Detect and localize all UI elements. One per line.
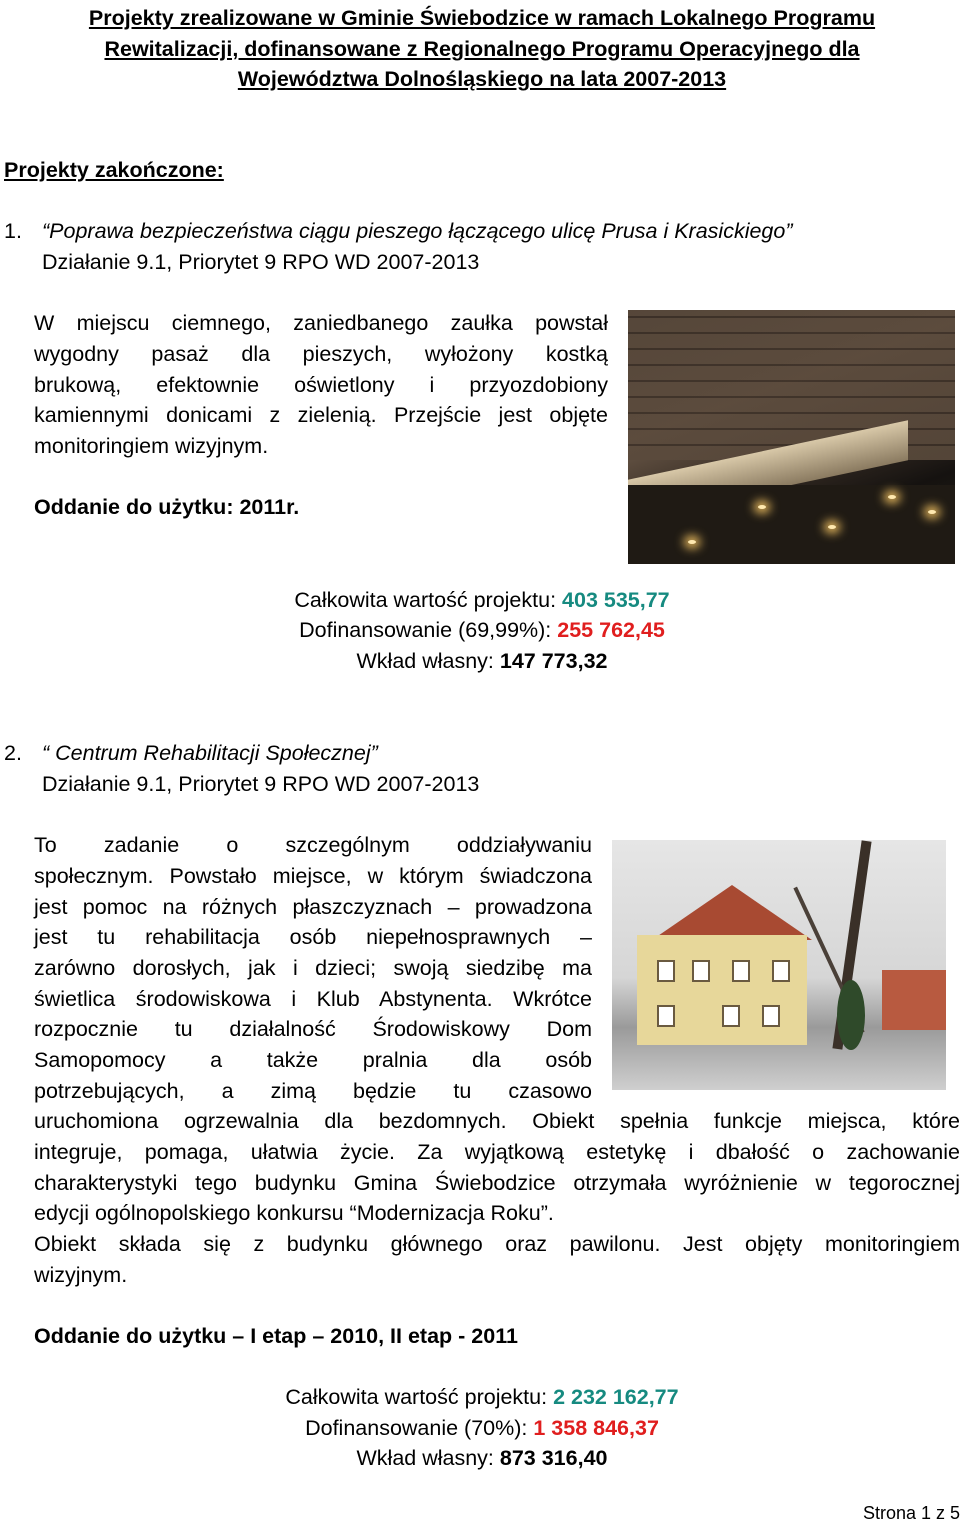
own-contribution-value: 147 773,32 [499, 649, 608, 673]
description-line: świetlica środowiskowa i Klub Abstynenta. Wkrótce [34, 987, 592, 1011]
description-line: wygodny pasaż dla pieszych, wyłożony kostką [34, 342, 608, 366]
total-value: 403 535,77 [562, 588, 670, 612]
description-line: rozpocznie tu działalność Środowiskowy Dom [34, 1017, 592, 1041]
project-name: “Poprawa bezpieczeństwa ciągu pieszego łączącego ulicę Prusa i Krasickiego” [42, 219, 793, 243]
description-line: jest pomoc na różnych płaszczyznach – prowadzona [34, 895, 592, 919]
cofinancing-label: Dofinansowanie (69,99%): [299, 618, 558, 642]
cofinancing-line [0, 1413, 960, 1444]
completion-date: Oddanie do użytku: 2011r. [34, 495, 300, 519]
own-contribution-line [0, 1443, 960, 1474]
description-line: Obiekt składa się z budynku głównego oraz pawilonu. Jest objęty monitoringiem [34, 1232, 960, 1256]
cofinancing-value: 1 358 846,37 [533, 1416, 659, 1440]
description-line: zarówno dorosłych, jak i dzieci; swoją siedzibę ma [34, 956, 592, 980]
description-line: edycji ogólnopolskiego konkursu “Modernizacja Roku”. [34, 1201, 554, 1225]
description-line: charakterystyki tego budynku Gmina Świebodzice otrzymała wyróżnienie w tegorocznej [34, 1171, 960, 1195]
description-line: monitoringiem wizyjnym. [34, 434, 269, 458]
description-line: Samopomocy a także pralnia dla osób [34, 1048, 592, 1072]
passage-photo [628, 310, 955, 564]
title-line: Projekty zrealizowane w Gminie Świebodzice w ramach Lokalnego Programu [88, 6, 876, 30]
description-line: integruje, pomaga, ułatwia życie. Za wyjątkową estetykę i dbałość o zachowanie [34, 1140, 960, 1164]
cofinancing-line [0, 615, 960, 646]
description-line: To zadanie o szczególnym oddziaływaniu [34, 833, 592, 857]
description-line: uruchomiona ogrzewalnia dla bezdomnych. Obiekt spełnia funkcje miejsca, które [34, 1109, 960, 1133]
own-contribution-value: 873 316,40 [499, 1446, 608, 1470]
total-value-line [0, 585, 960, 616]
total-value-line [0, 1382, 960, 1413]
description-line: społecznym. Powstało miejsce, w którym świadczona [34, 864, 592, 888]
page-number: Strona 1 z 5 [862, 1503, 960, 1523]
description-line: kamiennymi donicami z zielenią. Przejście jest objęte [34, 403, 608, 427]
description-line: potrzebujących, a zimą będzie tu czasowo [34, 1079, 592, 1103]
project-number: 2. [4, 741, 22, 765]
cofinancing-label: Dofinansowanie (70%): [305, 1416, 534, 1440]
description-line: W miejscu ciemnego, zaniedbanego zaułka powstał [34, 311, 608, 335]
own-contribution-label: Wkład własny: [356, 649, 500, 673]
section-heading: Projekty zakończone: [4, 158, 224, 182]
total-value: 2 232 162,77 [553, 1385, 679, 1409]
completion-date: Oddanie do użytku – I etap – 2010, II etap - 2011 [34, 1324, 518, 1348]
title-line: Rewitalizacji, dofinansowane z Regionalnego Programu Operacyjnego dla [104, 36, 860, 61]
cofinancing-value: 255 762,45 [557, 618, 665, 642]
total-label: Całkowita wartość projektu: [294, 588, 563, 612]
description-line: brukową, efektownie oświetlony i przyozdobiony [34, 373, 608, 397]
description-line: jest tu rehabilitacja osób niepełnosprawnych – [34, 925, 592, 949]
building-photo [612, 840, 946, 1090]
title-line: Województwa Dolnośląskiego na lata 2007-2013 [237, 67, 727, 91]
project-name: “ Centrum Rehabilitacji Społecznej” [42, 741, 378, 765]
project-number: 1. [4, 219, 22, 243]
own-contribution-label: Wkład własny: [356, 1446, 500, 1470]
project-action: Działanie 9.1, Priorytet 9 RPO WD 2007-2013 [42, 250, 480, 274]
total-label: Całkowita wartość projektu: [285, 1385, 554, 1409]
project-action: Działanie 9.1, Priorytet 9 RPO WD 2007-2013 [42, 772, 480, 796]
description-line: wizyjnym. [34, 1263, 128, 1287]
own-contribution-line [0, 646, 960, 677]
document-title [0, 3, 960, 95]
